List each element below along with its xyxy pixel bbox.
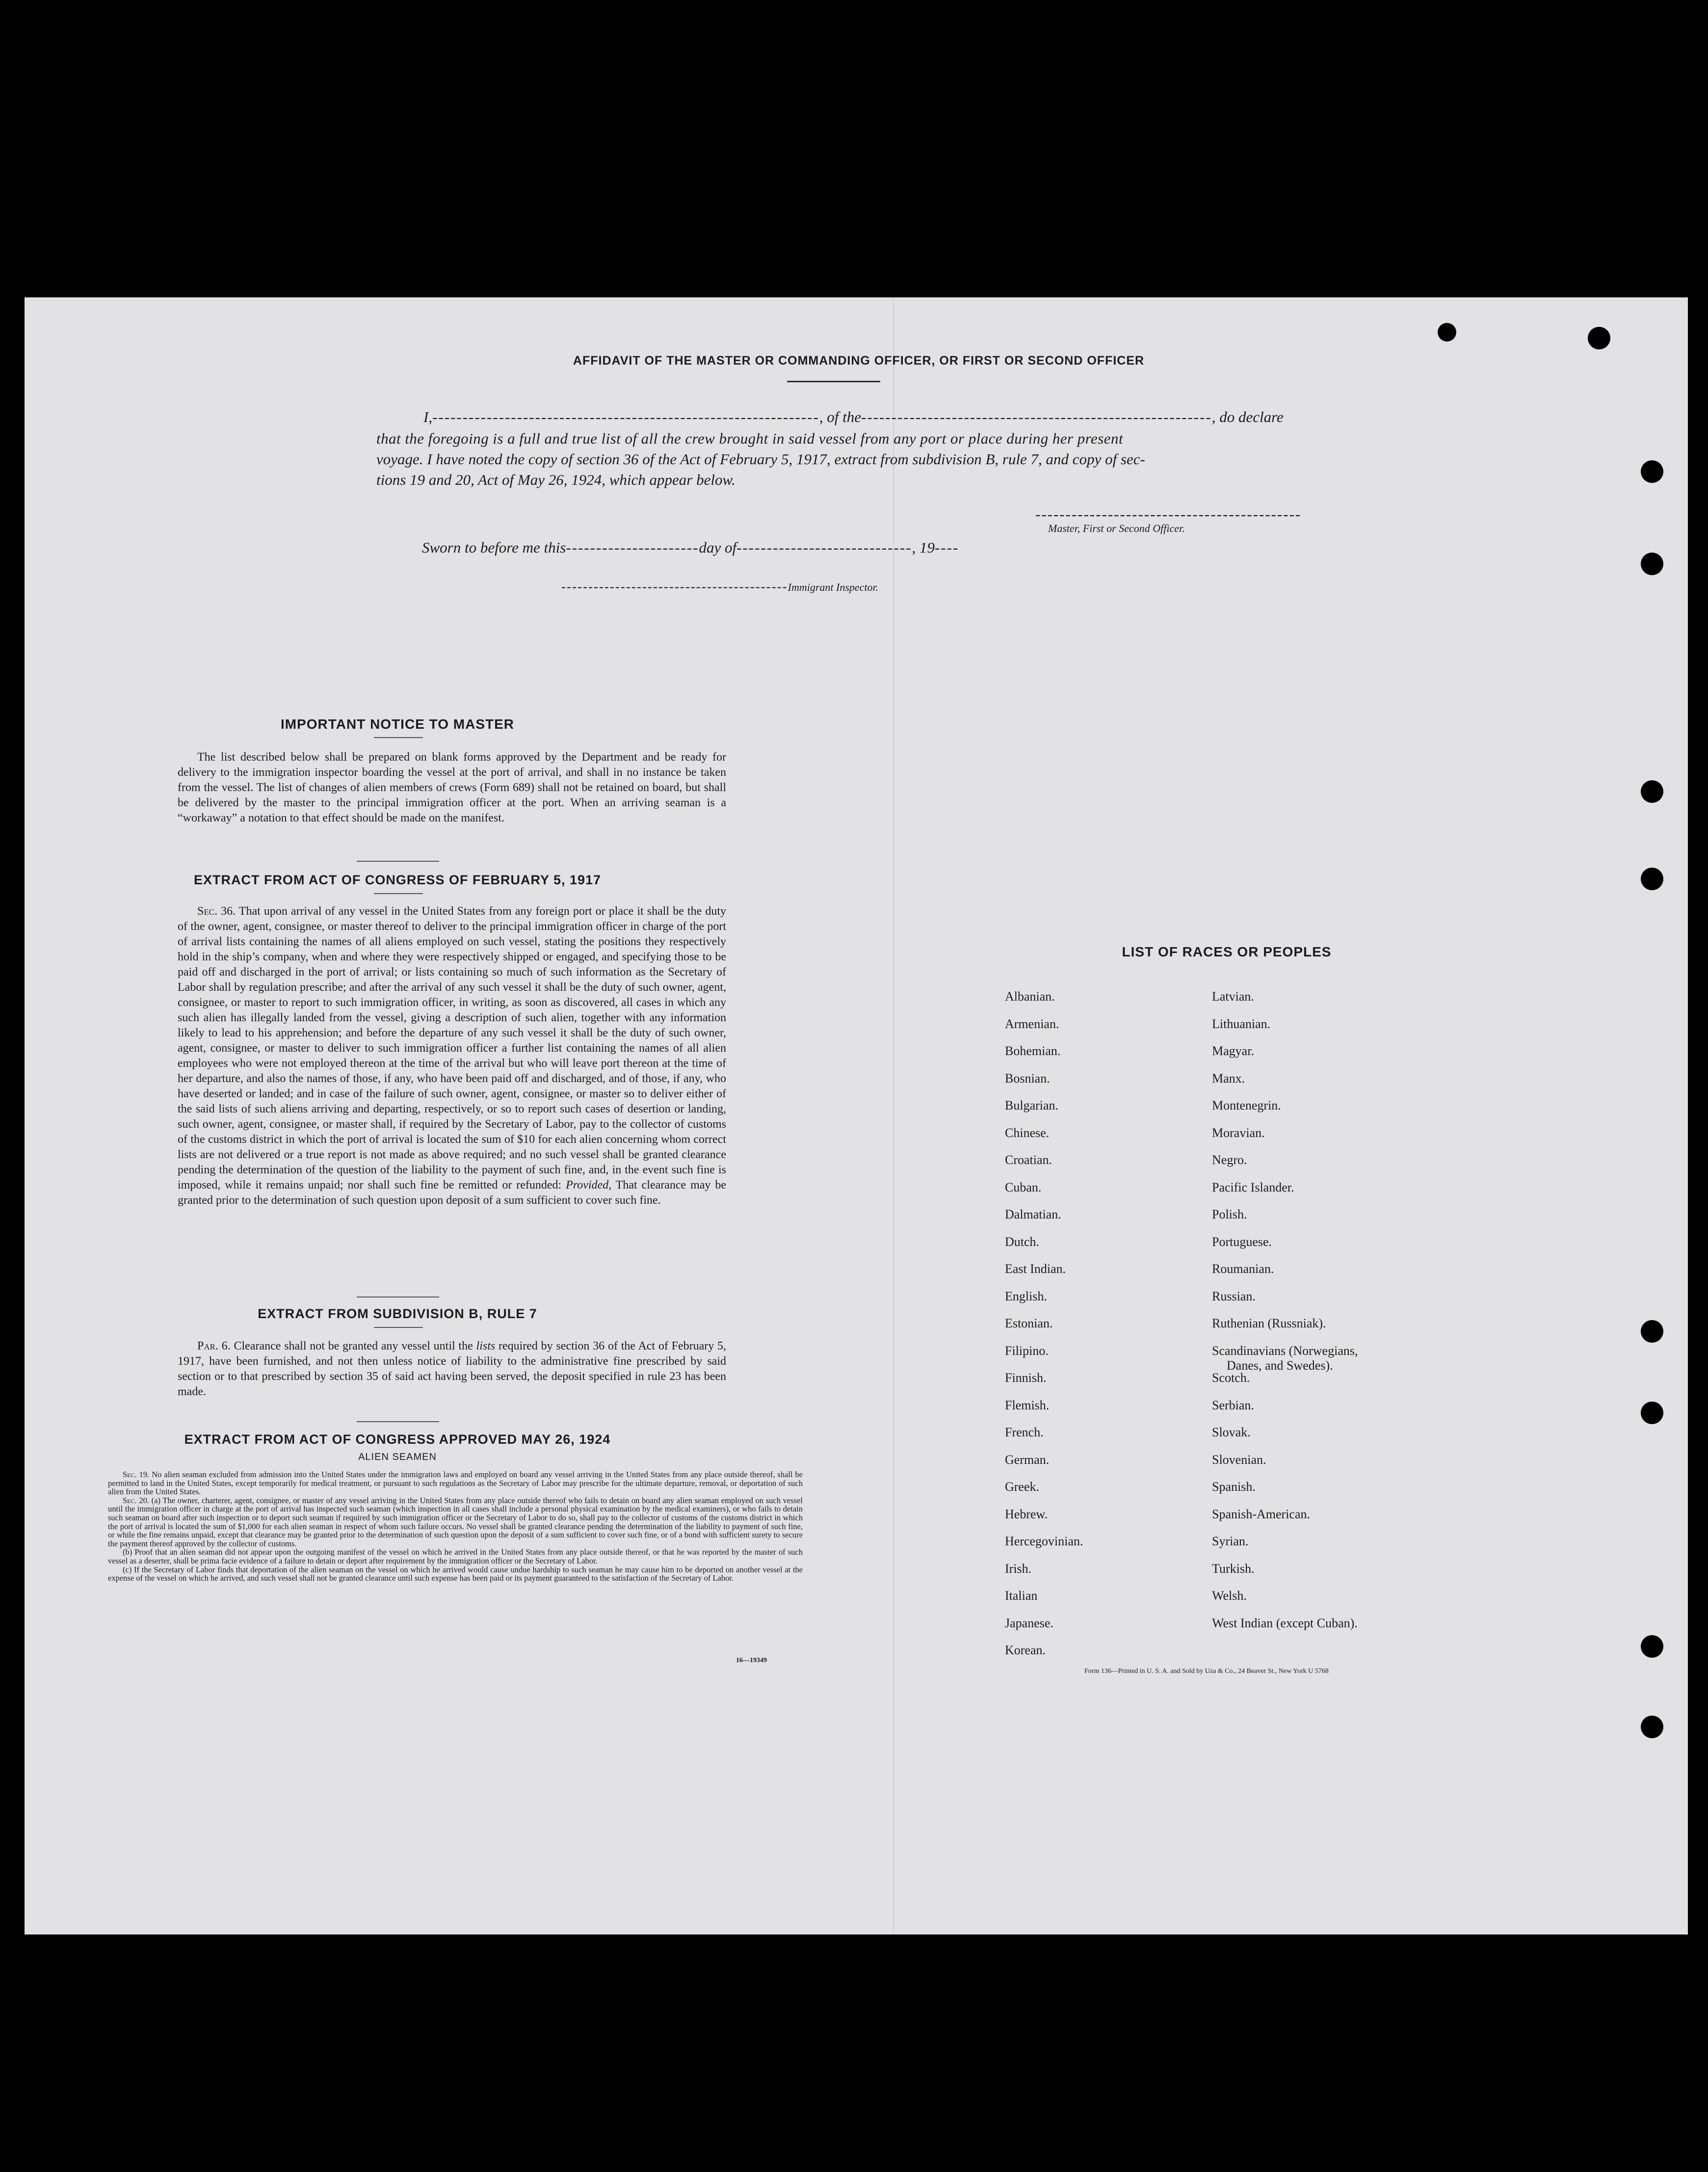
section-rule bbox=[357, 1297, 439, 1298]
race-item: Polish. bbox=[1212, 1207, 1247, 1221]
printer-footer: Form 136—Printed in U. S. A. and Sold by Uza & Co., 24 Beaver St., New York U 5768 bbox=[1084, 1668, 1329, 1675]
race-item: Bohemian. bbox=[1005, 1044, 1061, 1058]
punch-hole bbox=[1641, 1402, 1663, 1424]
declaration-i: I, bbox=[423, 408, 433, 425]
par-6-text-a: Clearance shall not be granted any vessel until the bbox=[234, 1340, 473, 1352]
race-item: English. bbox=[1005, 1289, 1047, 1303]
race-item: Danes, and Swedes). bbox=[1227, 1358, 1333, 1373]
sec-20c-paragraph: (c) If the Secretary of Labor finds that deportation of the alien seaman on the vessel on which he arrived would cause undue hardship to such seaman he may cause him to be deported on another vessel at the expense of the vessel on which he arrived, and such vessel shall not be granted clearance until such expense has been paid or its payment guaranteed to the satisfaction of the Secretary of Labor. bbox=[108, 1564, 803, 1583]
statement-line-1: that the foregoing is a full and true list of all the crew brought in said vessel from any port or place during her present bbox=[376, 430, 1124, 447]
sworn-year: , 19 bbox=[912, 539, 935, 556]
race-item: Serbian. bbox=[1212, 1398, 1254, 1412]
race-item: Dalmatian. bbox=[1005, 1207, 1061, 1221]
sworn-date-blank[interactable]: ---------------------- bbox=[566, 539, 699, 556]
race-item: Manx. bbox=[1212, 1071, 1245, 1086]
race-item: Montenegrin. bbox=[1212, 1098, 1281, 1112]
race-item: Bulgarian. bbox=[1005, 1098, 1059, 1112]
race-item: Latvian. bbox=[1212, 989, 1254, 1004]
race-item: Filipino. bbox=[1005, 1343, 1049, 1358]
race-item: Turkish. bbox=[1212, 1561, 1255, 1576]
notice-paragraph: The list described below shall be prepared on blank forms approved by the Department and be ready for delivery to the immigration inspector boarding the vessel at the port of arrival, and shall in no instance be taken from the vessel. The list of changes of alien members of crews (Form 689) shall not be retained on board, but shall be delivered by the master to the principal immigration officer at the port. When an arriving seaman is a “workaway” a notation to that effect should be made on the manifest. bbox=[178, 751, 726, 824]
race-item: Russian. bbox=[1212, 1289, 1256, 1303]
inspector-signature-blank[interactable]: ------------------------------------------ bbox=[561, 579, 788, 594]
extract-1917-title: EXTRACT FROM ACT OF CONGRESS OF FEBRUARY 5, 1917 bbox=[193, 873, 602, 887]
race-item: Japanese. bbox=[1005, 1616, 1053, 1630]
race-item: Flemish. bbox=[1005, 1398, 1050, 1412]
section-rule bbox=[357, 861, 439, 862]
sec-36-text-end: That clearance may be granted prior to the determination of such question upon deposit of a sum sufficient to cover such fine. bbox=[178, 1179, 727, 1207]
form-code: 16—19349 bbox=[736, 1657, 767, 1664]
race-item: Negro. bbox=[1212, 1153, 1247, 1167]
race-item: German. bbox=[1005, 1452, 1050, 1467]
sworn-line bbox=[422, 539, 959, 556]
punch-hole bbox=[1641, 460, 1663, 483]
notice-rule bbox=[374, 737, 423, 738]
title-rule bbox=[787, 381, 880, 382]
race-item: Dutch. bbox=[1005, 1234, 1040, 1249]
provided-word: Provided, bbox=[566, 1179, 612, 1192]
sworn-text: Sworn to before me this bbox=[422, 539, 566, 556]
declaration-do-declare: , do declare bbox=[1211, 408, 1284, 425]
punch-hole bbox=[1641, 780, 1663, 803]
inspector-line bbox=[561, 579, 878, 594]
rule-7-text bbox=[178, 1339, 726, 1400]
declaration-of-the: , of the bbox=[819, 408, 862, 425]
punch-hole bbox=[1641, 553, 1663, 575]
race-item: Slovenian. bbox=[1212, 1452, 1266, 1467]
race-item: Lithuanian. bbox=[1212, 1016, 1271, 1031]
sec-19-paragraph bbox=[108, 1470, 803, 1496]
race-item: Slovak. bbox=[1212, 1425, 1251, 1439]
par-6-label: Par. 6. bbox=[197, 1340, 231, 1352]
declaration-line bbox=[423, 408, 1284, 426]
race-item: Korean. bbox=[1005, 1643, 1046, 1657]
race-item: Croatian. bbox=[1005, 1153, 1052, 1167]
punch-hole bbox=[1641, 1320, 1663, 1343]
race-item: Roumanian. bbox=[1212, 1262, 1274, 1276]
race-item: Albanian. bbox=[1005, 989, 1055, 1004]
race-item: French. bbox=[1005, 1425, 1044, 1439]
punch-hole bbox=[1641, 868, 1663, 890]
extract-1917-text bbox=[178, 904, 726, 1208]
notice-title: IMPORTANT NOTICE TO MASTER bbox=[280, 716, 515, 732]
sec-20a-text: (a) The owner, charterer, agent, consignee, or master of any vessel arriving in the United States from any place outside thereof who fails to detain on board any alien seaman employed on such vessel until the immigration officer in charge at the port of arrival has inspected such seaman (which inspection in all cases shall include a personal physical examination by the medical examiners), or who fails to detain such seaman on board after such inspection or to deport such seaman if required by such immigration officer or the Secretary of Labor to do so, shall pay to the collector of customs of the customs district in which the port of arrival is located the sum of $1,000 for each alien seaman in respect of whom such failure occurs. No vessel shall be granted clearance pending the determination of the liability to payment of such fine, or while the fine remains unpaid, except that clearance may be granted prior to the determination of such question upon the deposit of a sum sufficient to cover such fine, or of a bond with sufficient surety to secure the payment thereof approved by the collector of customs. bbox=[108, 1495, 803, 1548]
extract-1924-title: EXTRACT FROM ACT OF CONGRESS APPROVED MAY 26, 1924 bbox=[184, 1432, 611, 1447]
statement-line-3: tions 19 and 20, Act of May 26, 1924, which appear below. bbox=[376, 471, 736, 488]
punch-hole bbox=[1641, 1635, 1663, 1658]
race-item: Estonian. bbox=[1005, 1316, 1053, 1330]
affidavit-title: AFFIDAVIT OF THE MASTER OR COMMANDING OFFICER, OR FIRST OR SECOND OFFICER bbox=[573, 354, 1145, 368]
inspector-label: Immigrant Inspector. bbox=[788, 581, 879, 593]
par-6-paragraph bbox=[178, 1339, 726, 1400]
sworn-day-of: day of bbox=[699, 539, 737, 556]
race-item: Hebrew. bbox=[1005, 1507, 1048, 1521]
sec-20-label: Sec. 20. bbox=[123, 1495, 149, 1505]
section-rule bbox=[374, 1327, 423, 1328]
master-signature-label: Master, First or Second Officer. bbox=[1048, 522, 1185, 534]
sec-36-paragraph bbox=[178, 904, 726, 1208]
race-item: Irish. bbox=[1005, 1561, 1032, 1576]
extract-1924-text bbox=[108, 1470, 803, 1583]
race-item: Armenian. bbox=[1005, 1016, 1059, 1031]
race-item: Moravian. bbox=[1212, 1125, 1265, 1140]
race-item: Spanish. bbox=[1212, 1480, 1256, 1494]
race-item: Scandinavians (Norwegians, bbox=[1212, 1343, 1358, 1358]
sworn-year-blank[interactable]: ---- bbox=[934, 539, 959, 556]
race-item: Chinese. bbox=[1005, 1125, 1050, 1140]
race-item: Magyar. bbox=[1212, 1044, 1254, 1058]
sec-20b-paragraph: (b) Proof that an alien seaman did not appear upon the outgoing manifest of the vessel on which he arrived in the United States from any place outside thereof, or that he was reported by the master of such vessel as a deserter, shall be prima facie evidence of a failure to detain or deport after requirement by the immigration officer or the Secretary of Labor. bbox=[108, 1547, 803, 1565]
race-item: Pacific Islander. bbox=[1212, 1180, 1294, 1194]
race-item: Portuguese. bbox=[1212, 1234, 1272, 1249]
master-signature-blank[interactable]: -------------------------------------------- bbox=[1035, 505, 1302, 523]
race-item: West Indian (except Cuban). bbox=[1212, 1616, 1358, 1630]
races-title: LIST OF RACES OR PEOPLES bbox=[1122, 944, 1332, 959]
punch-hole bbox=[1588, 327, 1610, 349]
race-item: Greek. bbox=[1005, 1480, 1040, 1494]
statement-line-2: voyage. I have noted the copy of section 36 of the Act of February 5, 1917, extract from subdivision B, rule 7, and copy of sec- bbox=[376, 450, 1145, 468]
alien-seamen-subtitle: ALIEN SEAMEN bbox=[358, 1452, 437, 1462]
sec-36-text: That upon arrival of any vessel in the United States from any foreign port or place it shall be the duty of the owner, agent, consignee, or master thereof to deliver to the principal immigration officer in charge of the port of arrival lists containing the names of all aliens employed on such vessel, stating the positions they respectively hold in the ship’s company, when and where they were respectively shipped or engaged, and specifying those to be paid off and discharged in the port of arrival; or lists containing so much of such information as the Secretary of Labor shall by regulation prescribe; and after the arrival of any such vessel it shall be the duty of such owner, agent, consignee, or master to report to such immigration officer, in writing, as soon as discovered, all cases in which any such alien has illegally landed from the vessel, giving a description of such alien, together with any information likely to lead to his apprehension; and before the departure of any such vessel it shall be the duty of such owner, agent, consignee, or master to deliver to such immigration officer a further list containing the names of all alien employees who were not employed thereon at the time of the arrival but who will leave port thereon at the time of her departure, and also the names of those, if any, who have been paid off and discharged, and of those, if any, who have deserted or landed; and in case of the failure of such owner, agent, consignee, or master so to deliver either of the said lists of such aliens arriving and departing, respectively, or so to report such cases of desertion or landing, such owner, agent, consignee, or master shall, if required by the Secretary of Labor, pay to the collector of customs of the customs district in which the port of arrival is located the sum of $10 for each alien concerning whom correct lists are not delivered or a true report is not made as above required; and no such vessel shall be granted clearance pending the determination of the question of the liability to the payment of such fine, and, in the event such fine is imposed, while it remains unpaid; nor shall such fine be remitted or refunded: bbox=[178, 905, 726, 1192]
notice-text bbox=[178, 750, 726, 826]
sec-19-label: Sec. 19. bbox=[123, 1470, 150, 1479]
par-6-text-b: required by section 36 of the Act of February 5, 1917, have been furnished, and not then unless notice of liability to the administrative fine prescribed by said section or to that prescribed by section 35 of said act having been served, the deposit specified in rule 23 has been made. bbox=[178, 1340, 727, 1398]
sec-20a-paragraph bbox=[108, 1496, 803, 1548]
rule-7-title: EXTRACT FROM SUBDIVISION B, RULE 7 bbox=[258, 1306, 537, 1321]
document-sheet bbox=[25, 297, 1688, 1934]
race-item: Hercegovinian. bbox=[1005, 1534, 1083, 1548]
name-blank[interactable]: ---------------------------------------------------------------- bbox=[432, 408, 819, 425]
race-item: Bosnian. bbox=[1005, 1071, 1050, 1086]
section-rule bbox=[357, 1421, 439, 1422]
race-item: Finnish. bbox=[1005, 1371, 1047, 1385]
race-item: Cuban. bbox=[1005, 1180, 1042, 1194]
sworn-month-blank[interactable]: ----------------------------- bbox=[736, 539, 912, 556]
race-item: Syrian. bbox=[1212, 1534, 1249, 1548]
race-item: East Indian. bbox=[1005, 1262, 1066, 1276]
race-item: Welsh. bbox=[1212, 1589, 1247, 1603]
punch-hole bbox=[1438, 323, 1456, 342]
vessel-blank[interactable]: ---------------------------------------------------------- bbox=[861, 408, 1212, 425]
race-item: Ruthenian (Russniak). bbox=[1212, 1316, 1326, 1330]
section-rule bbox=[374, 893, 423, 894]
race-item: Spanish-American. bbox=[1212, 1507, 1311, 1521]
race-item: Scotch. bbox=[1212, 1371, 1250, 1385]
punch-hole bbox=[1641, 1716, 1663, 1738]
race-item: Italian bbox=[1005, 1589, 1038, 1603]
sec-19-text: No alien seaman excluded from admission into the United States under the immigration laws and employed on board any vessel arriving in the United States from any place outside thereof, shall be permitted to land in the United States, except temporarily for medical treatment, or pursuant to such regulations as the Secretary of Labor may prescribe for the ultimate departure, removal, or deportation of such alien from the United States. bbox=[108, 1470, 803, 1497]
lists-word: lists bbox=[476, 1340, 496, 1352]
sec-36-label: Sec. 36. bbox=[197, 905, 236, 918]
